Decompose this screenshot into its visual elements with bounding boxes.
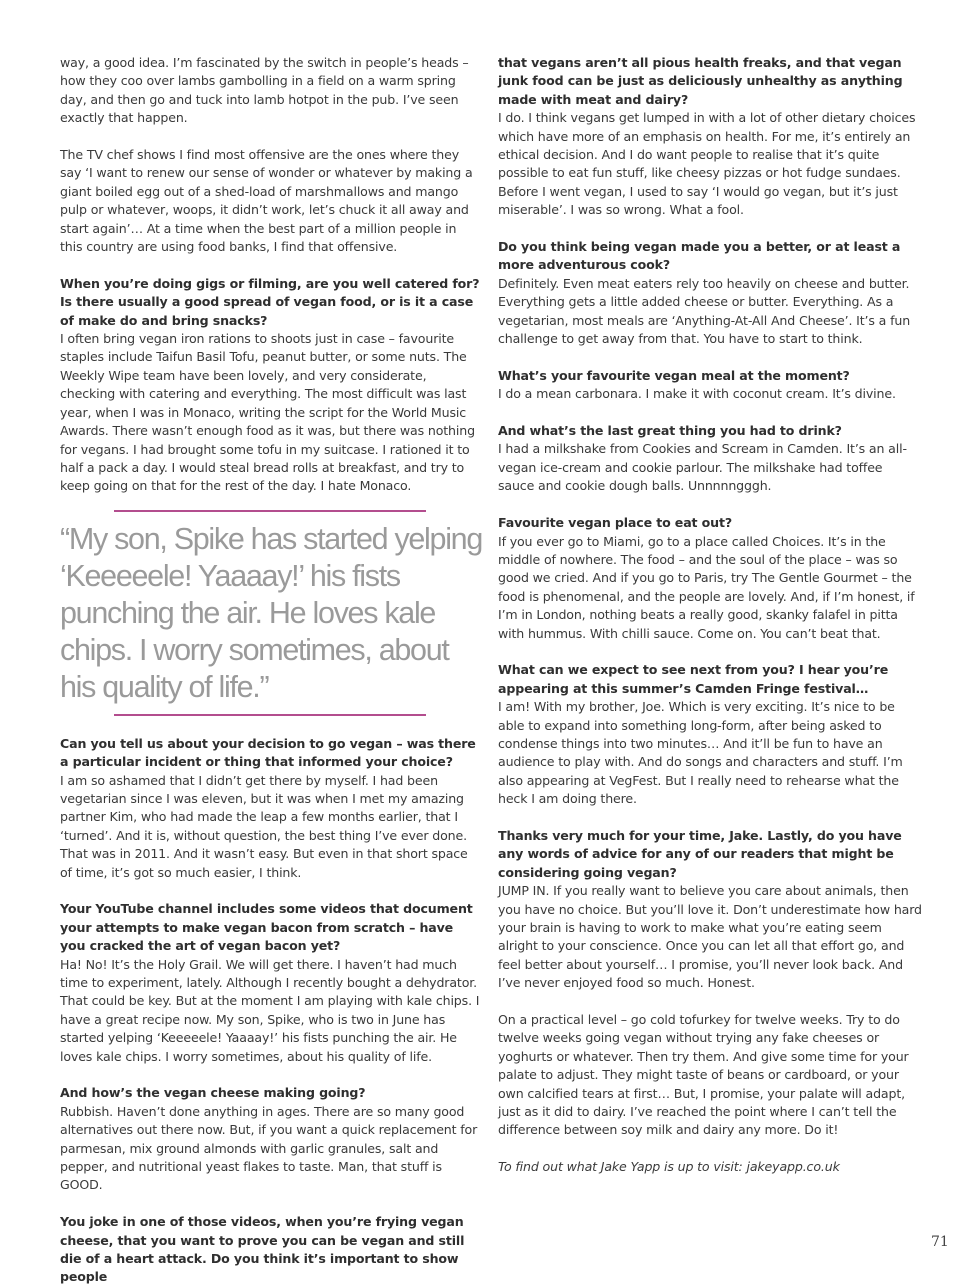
interview-question: When you’re doing gigs or filming, are you well catered for? Is there usually a good spread of vegan food, or is it a case of make do and bring snacks?	[60, 275, 480, 328]
interview-question: You joke in one of those videos, when you’re frying vegan cheese, that you want to prove you can be vegan and still die of a heart attack. Do you think it’s important to show people	[60, 1214, 465, 1285]
pull-quote-top-rule	[114, 510, 426, 512]
interview-question: What’s your favourite vegan meal at the moment?	[498, 367, 850, 383]
pull-quote: “My son, Spike has started yelping ‘Keeeeele! Yaaaay!’ his fists punching the air. He loves kale chips. I worry sometimes, about his quality of life.”	[60, 521, 482, 704]
interview-answer: Ha! No! It’s the Holy Grail. We will get there. I haven’t had much time to experiment, lately. Although I recently bought a dehydrator. That could be key. But at the moment I am playing with kale chips. I have a great recipe now. My son, Spike, who is two in June has started yelping ‘Keeeeele! Yaaaay!’ his fists punching the air. He loves kale chips. I worry sometimes, about his quality of life.	[60, 956, 480, 1064]
interview-answer: I am so ashamed that I didn’t get there by myself. I had been vegetarian since I was eleven, but it was when I met my amazing partner Kim, who had made the leap a few months earlier, that I ‘turned’. And it is, without question, the best thing I’ve ever done. That was in 2011. And it wasn’t easy. But even in that short space of time, it’s got so much easier, I think.	[60, 772, 468, 880]
advice-paragraph: On a practical level – go cold tofurkey for twelve weeks. Try to do twelve weeks going vegan without trying any fake cheeses or yoghurts or whatever. Then try them. And give some time for your palate to adjust. They might taste of beans or cardboard, or your own calcified tears at first… But, I promise, your palate will adapt, just as it did to dairy. I’ve reached the point where I can’t tell the difference between soy milk and dairy any more. Do it!	[498, 1012, 909, 1138]
interview-question: Can you tell us about your decision to go vegan – was there a particular incident or thing that informed your choice?	[60, 735, 476, 770]
interview-answer: Rubbish. Haven’t done anything in ages. There are so many good alternatives out there now. But, if you want a quick replacement for parmesan, mix ground almonds with garlic granules, salt and pepper, and nutritional yeast flakes to taste. Man, that stuff is GOOD.	[60, 1103, 478, 1193]
interview-answer: I often bring vegan iron rations to shoots just in case – favourite staples include Taifun Basil Tofu, peanut butter, or some nuts. The Weekly Wipe team have been lovely, and very considerate, checking with catering and everything. The most difficult was last year, when I was in Monaco, writing the script for the World Music Awards. There wasn’t enough food as it was, but there was nothing for vegans. I had brought some tofu in my suitcase. I rationed it to half a pack a day. I would steal bread rolls at breakfast, and try to keep going on that for the rest of the day. I hate Monaco.	[60, 331, 475, 494]
interview-question: Favourite vegan place to eat out?	[498, 515, 732, 531]
right-column	[498, 54, 922, 1177]
interview-answer: If you ever go to Miami, go to a place called Choices. It’s in the middle of nowhere. The food – and the soul of the place – was so good we cried. And if you go to Paris, try The Gentle Gourmet – the food is phenomenal, and the people are lovely. And, if I’m honest, if I’m in London, nothing beats a really good, skanky falafel in pitta with hummus. With chilli sauce. Come on. You can’t beat that.	[498, 533, 915, 641]
interview-answer: I had a milkshake from Cookies and Scream in Camden. It’s an all-vegan ice-cream and cookie parlour. The milkshake had toffee sauce and cookie dough balls. Unnnnngggh.	[498, 441, 907, 494]
interview-answer: I do a mean carbonara. I make it with coconut cream. It’s divine.	[498, 386, 896, 402]
interview-question: Do you think being vegan made you a better, or at least a more adventurous cook?	[498, 239, 901, 273]
interview-question: And how’s the vegan cheese making going?	[60, 1085, 366, 1101]
interview-answer: I am! With my brother, Joe. Which is very exciting. It’s nice to be able to expand into something long-form, after being asked to condense things into two minutes… And it’ll be fun to have an audience to play with. And do songs and characters and stuff. I’m also appearing at VegFest. But I really need to rehearse what the heck I am doing there.	[498, 699, 903, 807]
intro-paragraph: way, a good idea. I’m fascinated by the switch in people’s heads – how they coo over lambs gambolling in a field on a warm spring day, and then go and tuck into lamb hotpot in the pub. I’ve seen exactly that happen.	[60, 55, 469, 126]
footer-note: To find out what Jake Yapp is up to visit: jakeyapp.co.uk	[498, 1159, 840, 1175]
interview-answer: I do. I think vegans get lumped in with a lot of other dietary choices which have more of an emphasis on health. For me, it’s entirely an ethical decision. And I do want people to realise that it’s quite possible to eat fun stuff, like cheesy pizzas or hot fudge sundaes. Before I went vegan, I used to say ‘I would go vegan, but it’s just miserable’. I was so wrong. What a fool.	[498, 110, 916, 218]
interview-answer: JUMP IN. If you really want to believe you care about animals, then you have no choice. But you’ll love it. Don’t underestimate how hard your brain is having to work to make what you’re eating seem alright to your conscience. Once you can let all that effort go, and feel better about yourself… I promise, you’ll never look back. And I’ve never enjoyed food so much. Honest.	[498, 883, 922, 991]
interview-answer: Definitely. Even meat eaters rely too heavily on cheese and butter. Everything gets a little added cheese or butter. Everything. As a vegetarian, most meals are ‘Anything-At-All And Cheese’. It’s a fun challenge to get away from that. You have to start to think.	[498, 275, 911, 347]
interview-question: Your YouTube channel includes some videos that document your attempts to make vegan bacon from scratch – have you cracked the art of vegan bacon yet?	[60, 901, 473, 954]
page-number: 71	[931, 1234, 949, 1250]
intro-paragraph: The TV chef shows I find most offensive are the ones where they say ‘I want to renew our sense of wonder or whatever by making a giant boiled egg out of a shed-load of marshmallows and mango pulp or whatever, woops, it didn’t work, let’s chuck it all away and start again’… At a time when the best part of a million people in this country are using food banks, I find that offensive.	[60, 147, 473, 255]
left-column	[60, 54, 482, 1287]
interview-question: And what’s the last great thing you had to drink?	[498, 423, 842, 439]
interview-question: What can we expect to see next from you? I hear you’re appearing at this summer’s Camden Fringe festival…	[498, 662, 889, 696]
interview-question: Thanks very much for your time, Jake. Lastly, do you have any words of advice for any of our readers that might be considering going vegan?	[498, 827, 902, 880]
interview-question: that vegans aren’t all pious health freaks, and that vegan junk food can be just as deliciously unhealthy as anything made with meat and dairy?	[498, 55, 903, 107]
